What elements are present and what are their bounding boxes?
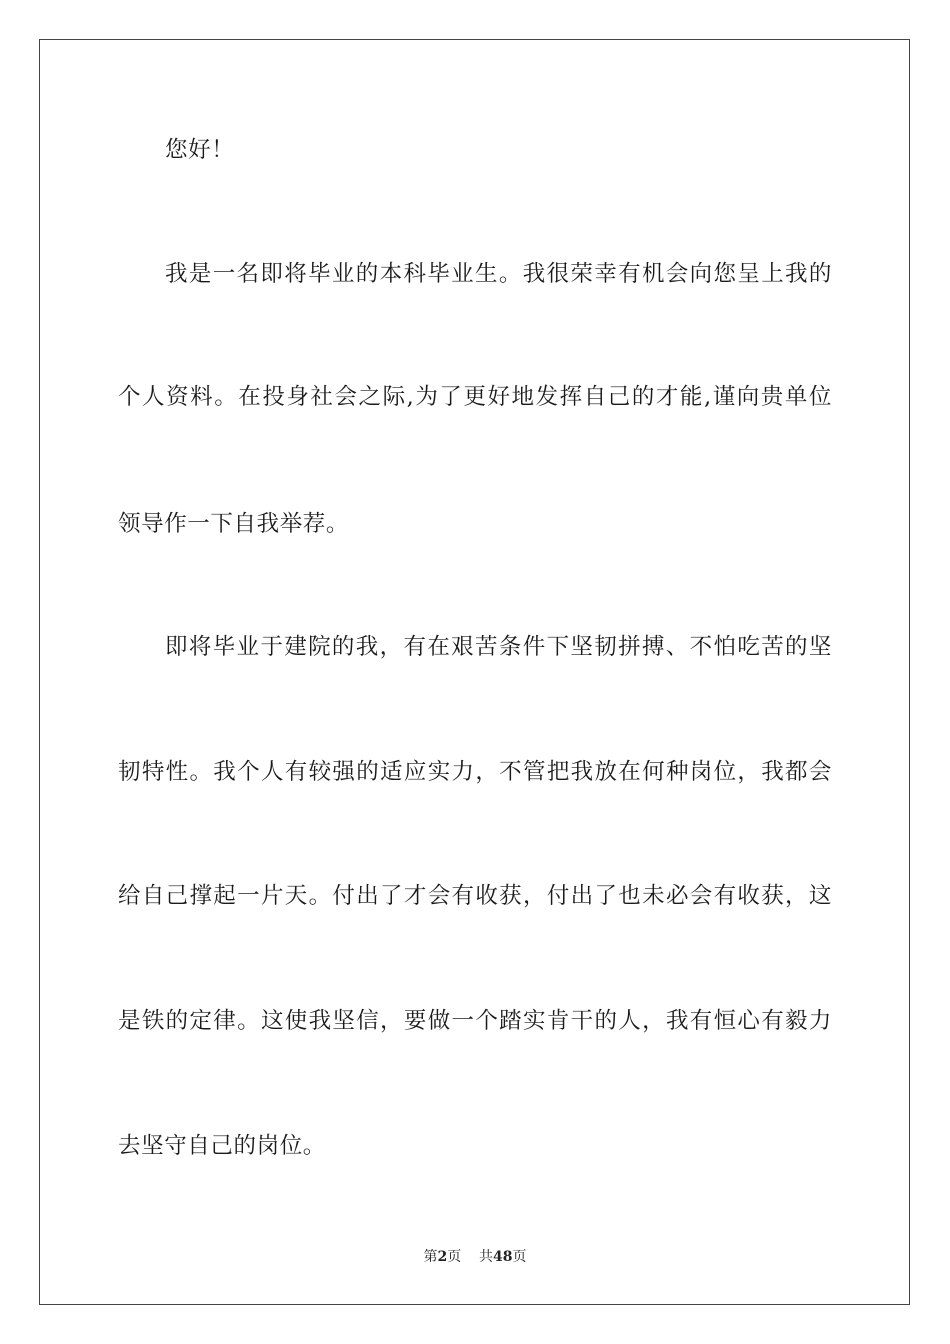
paragraph-line: 给自己撑起一片天。付出了才会有收获，付出了也未必会有收获，这 — [118, 883, 832, 909]
page-suffix: 页 — [447, 1249, 462, 1265]
paragraph-line: 我是一名即将毕业的本科毕业生。我很荣幸有机会向您呈上我的 — [165, 261, 832, 287]
paragraph-line: 领导作一下自我举荐。 — [118, 511, 350, 537]
paragraph-line: 是铁的定律。这使我坚信，要做一个踏实肯干的人，我有恒心有毅力 — [118, 1008, 832, 1034]
total-prefix: 共 — [479, 1249, 494, 1265]
paragraph-line: 个人资料。在投身社会之际,为了更好地发挥自己的才能,谨向贵单位 — [118, 384, 832, 410]
greeting-line: 您好！ — [165, 137, 235, 163]
page-prefix: 第 — [423, 1249, 438, 1265]
total-suffix: 页 — [512, 1249, 527, 1265]
page-current: 2 — [437, 1249, 448, 1265]
page-footer — [0, 1247, 950, 1267]
page-total: 48 — [493, 1249, 513, 1265]
paragraph-line: 去坚守自己的岗位。 — [118, 1133, 326, 1159]
paragraph-line: 即将毕业于建院的我，有在艰苦条件下坚韧拼搏、不怕吃苦的坚 — [165, 634, 832, 660]
page-border — [39, 39, 910, 1305]
paragraph-line: 韧特性。我个人有较强的适应实力，不管把我放在何种岗位，我都会 — [118, 759, 832, 785]
